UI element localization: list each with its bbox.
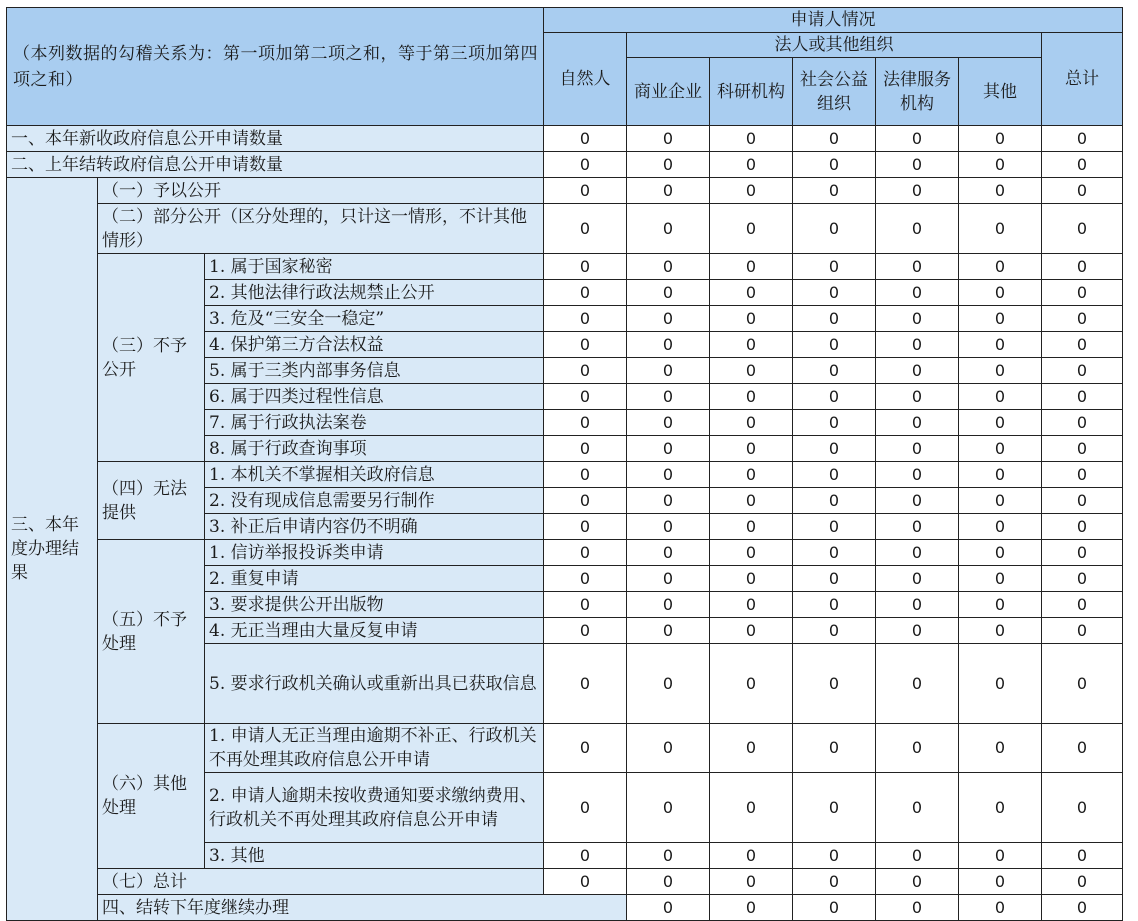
cell-natural-person: 0 — [544, 410, 627, 436]
cell-research: 0 — [710, 724, 793, 773]
cell-legal-service: 0 — [876, 152, 959, 178]
cell-research: 0 — [710, 514, 793, 540]
cell-natural-person: 0 — [544, 436, 627, 462]
cell-other: 0 — [959, 773, 1042, 843]
cell-legal-service: 0 — [876, 436, 959, 462]
cell-other: 0 — [959, 152, 1042, 178]
cell-commercial: 0 — [627, 384, 710, 410]
cell-other: 0 — [959, 410, 1042, 436]
cell-research: 0 — [710, 869, 793, 895]
cell-commercial: 0 — [627, 254, 710, 280]
cell-legal-service: 0 — [876, 332, 959, 358]
table-row — [7, 178, 1123, 204]
cell-research: 0 — [710, 618, 793, 644]
row-label: 2. 没有现成信息需要另行制作 — [205, 488, 544, 514]
header-other: 其他 — [959, 58, 1042, 126]
cell-natural-person: 0 — [544, 514, 627, 540]
cell-natural-person: 0 — [544, 462, 627, 488]
cell-total: 0 — [1042, 152, 1123, 178]
cell-other: 0 — [959, 178, 1042, 204]
cell-commercial: 0 — [627, 592, 710, 618]
cell-other: 0 — [959, 724, 1042, 773]
cell-social-welfare: 0 — [793, 254, 876, 280]
table-row — [7, 254, 1123, 280]
header-legal-org-group: 法人或其他组织 — [627, 33, 1042, 58]
cell-total: 0 — [1042, 566, 1123, 592]
cell-commercial: 0 — [627, 724, 710, 773]
cell-natural-person: 0 — [544, 724, 627, 773]
cell-natural-person: 0 — [544, 280, 627, 306]
group-label-g6: （六）其他处理 — [98, 724, 205, 869]
header-commercial: 商业企业 — [627, 58, 710, 126]
cell-legal-service: 0 — [876, 384, 959, 410]
cell-natural-person: 0 — [544, 488, 627, 514]
cell-social-welfare: 0 — [793, 618, 876, 644]
cell-social-welfare: 0 — [793, 488, 876, 514]
cell-total: 0 — [1042, 618, 1123, 644]
cell-research: 0 — [710, 178, 793, 204]
cell-commercial: 0 — [627, 462, 710, 488]
cell-natural-person: 0 — [544, 204, 627, 254]
cell-total: 0 — [1042, 126, 1123, 152]
cell-commercial: 0 — [627, 644, 710, 724]
cell-total: 0 — [1042, 773, 1123, 843]
cell-legal-service: 0 — [876, 358, 959, 384]
row-label: 4. 无正当理由大量反复申请 — [205, 618, 544, 644]
cell-commercial: 0 — [627, 540, 710, 566]
cell-other: 0 — [959, 332, 1042, 358]
cell-total: 0 — [1042, 644, 1123, 724]
cell-research: 0 — [710, 254, 793, 280]
cell-other: 0 — [959, 126, 1042, 152]
cell-research: 0 — [710, 773, 793, 843]
row-label: 6. 属于四类过程性信息 — [205, 384, 544, 410]
cell-other: 0 — [959, 618, 1042, 644]
table-row — [7, 869, 1123, 895]
row-label: 1. 信访举报投诉类申请 — [205, 540, 544, 566]
cell-research: 0 — [710, 280, 793, 306]
row-label: 8. 属于行政查询事项 — [205, 436, 544, 462]
cell-research: 0 — [710, 540, 793, 566]
cell-total: 0 — [1042, 254, 1123, 280]
cell-social-welfare: 0 — [793, 126, 876, 152]
cell-social-welfare: 0 — [793, 306, 876, 332]
cell-total: 0 — [1042, 358, 1123, 384]
cell-research: 0 — [710, 488, 793, 514]
cell-other: 0 — [959, 488, 1042, 514]
cell-social-welfare: 0 — [793, 773, 876, 843]
cell-other: 0 — [959, 358, 1042, 384]
cell-commercial: 0 — [627, 204, 710, 254]
cell-social-welfare: 0 — [793, 540, 876, 566]
cell-total: 0 — [1042, 592, 1123, 618]
row-label: 3. 补正后申请内容仍不明确 — [205, 514, 544, 540]
row-label: （七）总计 — [98, 869, 544, 895]
cell-other: 0 — [959, 592, 1042, 618]
cell-legal-service: 0 — [876, 869, 959, 895]
cell-research: 0 — [710, 126, 793, 152]
header-legal-service: 法律服务机构 — [876, 58, 959, 126]
cell-other: 0 — [959, 306, 1042, 332]
cell-social-welfare: 0 — [793, 358, 876, 384]
cell-legal-service: 0 — [876, 592, 959, 618]
cell-social-welfare: 0 — [793, 869, 876, 895]
cell-research: 0 — [710, 843, 793, 869]
cell-natural-person: 0 — [544, 869, 627, 895]
cell-natural-person: 0 — [544, 384, 627, 410]
header-research: 科研机构 — [710, 58, 793, 126]
cell-other: 0 — [959, 280, 1042, 306]
cell-commercial: 0 — [627, 280, 710, 306]
cell-total: 0 — [1042, 204, 1123, 254]
cell-natural-person: 0 — [544, 566, 627, 592]
cell-legal-service: 0 — [876, 843, 959, 869]
row-label: （二）部分公开（区分处理的，只计这一情形，不计其他情形） — [98, 204, 544, 254]
cell-research: 0 — [710, 332, 793, 358]
cell-total: 0 — [1042, 514, 1123, 540]
cell-research: 0 — [710, 358, 793, 384]
cell-other: 0 — [959, 462, 1042, 488]
cell-research: 0 — [793, 895, 876, 921]
row-label: 二、上年结转政府信息公开申请数量 — [7, 152, 544, 178]
cell-social-welfare: 0 — [793, 332, 876, 358]
cell-total: 0 — [1042, 843, 1123, 869]
cell-natural-person: 0 — [544, 644, 627, 724]
cell-total: 0 — [1042, 178, 1123, 204]
cell-legal-service: 0 — [876, 644, 959, 724]
cell-legal-service: 0 — [959, 895, 1042, 921]
cell-total: 0 — [1042, 488, 1123, 514]
row-label: 3. 要求提供公开出版物 — [205, 592, 544, 618]
row-label: 5. 要求行政机关确认或重新出具已获取信息 — [205, 644, 544, 724]
cell-research: 0 — [710, 410, 793, 436]
cell-social-welfare: 0 — [793, 592, 876, 618]
cell-commercial: 0 — [627, 358, 710, 384]
cell-other: 0 — [959, 566, 1042, 592]
table-row — [7, 462, 1123, 488]
cell-commercial: 0 — [627, 332, 710, 358]
cell-social-welfare: 0 — [793, 204, 876, 254]
cell-social-welfare: 0 — [876, 895, 959, 921]
cell-other: 0 — [959, 514, 1042, 540]
group-label-g3: （三）不予公开 — [98, 254, 205, 462]
cell-other: 0 — [959, 254, 1042, 280]
cell-legal-service: 0 — [876, 280, 959, 306]
table-row — [7, 204, 1123, 254]
table-row — [7, 152, 1123, 178]
cell-legal-service: 0 — [876, 566, 959, 592]
cell-natural-person: 0 — [627, 895, 710, 921]
cell-total: 0 — [1042, 540, 1123, 566]
cell-natural-person: 0 — [544, 178, 627, 204]
cell-commercial: 0 — [710, 895, 793, 921]
cell-commercial: 0 — [627, 152, 710, 178]
cell-social-welfare: 0 — [793, 724, 876, 773]
cell-research: 0 — [710, 592, 793, 618]
row-label: （一）予以公开 — [98, 178, 544, 204]
cell-social-welfare: 0 — [793, 280, 876, 306]
cell-research: 0 — [710, 436, 793, 462]
cell-research: 0 — [710, 462, 793, 488]
cell-other: 0 — [1042, 895, 1123, 921]
header-total: 总计 — [1042, 33, 1123, 126]
cell-legal-service: 0 — [876, 254, 959, 280]
cell-legal-service: 0 — [876, 462, 959, 488]
row-label: 2. 申请人逾期未按收费通知要求缴纳费用、行政机关不再处理其政府信息公开申请 — [205, 773, 544, 843]
cell-commercial: 0 — [627, 566, 710, 592]
cell-commercial: 0 — [627, 410, 710, 436]
cell-other: 0 — [959, 540, 1042, 566]
cell-natural-person: 0 — [544, 540, 627, 566]
group-label-section3: 三、本年度办理结果 — [7, 178, 98, 921]
cell-total: 0 — [1042, 306, 1123, 332]
cell-commercial: 0 — [627, 869, 710, 895]
cell-total: 0 — [1042, 462, 1123, 488]
cell-commercial: 0 — [627, 843, 710, 869]
header-natural-person: 自然人 — [544, 33, 627, 126]
cell-total: 0 — [1042, 384, 1123, 410]
cell-natural-person: 0 — [544, 358, 627, 384]
cell-social-welfare: 0 — [793, 843, 876, 869]
header-note: （本列数据的勾稽关系为：第一项加第二项之和，等于第三项加第四项之和） — [7, 8, 544, 126]
cell-commercial: 0 — [627, 306, 710, 332]
cell-social-welfare: 0 — [793, 384, 876, 410]
cell-other: 0 — [959, 384, 1042, 410]
cell-research: 0 — [710, 566, 793, 592]
row-label: 7. 属于行政执法案卷 — [205, 410, 544, 436]
cell-commercial: 0 — [627, 773, 710, 843]
cell-social-welfare: 0 — [793, 514, 876, 540]
cell-total: 0 — [1042, 332, 1123, 358]
row-label: 四、结转下年度继续办理 — [98, 895, 627, 921]
row-label: 3. 其他 — [205, 843, 544, 869]
cell-commercial: 0 — [627, 514, 710, 540]
cell-research: 0 — [710, 644, 793, 724]
cell-social-welfare: 0 — [793, 152, 876, 178]
table-row — [7, 895, 1123, 921]
cell-natural-person: 0 — [544, 254, 627, 280]
cell-total: 0 — [1042, 724, 1123, 773]
table-row — [7, 724, 1123, 773]
cell-legal-service: 0 — [876, 126, 959, 152]
statistics-table — [6, 7, 1123, 921]
cell-legal-service: 0 — [876, 724, 959, 773]
cell-legal-service: 0 — [876, 410, 959, 436]
cell-research: 0 — [710, 306, 793, 332]
cell-other: 0 — [959, 843, 1042, 869]
cell-social-welfare: 0 — [793, 644, 876, 724]
cell-other: 0 — [959, 869, 1042, 895]
row-label: 1. 申请人无正当理由逾期不补正、行政机关不再处理其政府信息公开申请 — [205, 724, 544, 773]
cell-legal-service: 0 — [876, 514, 959, 540]
cell-research: 0 — [710, 384, 793, 410]
table-row — [7, 126, 1123, 152]
cell-legal-service: 0 — [876, 178, 959, 204]
cell-legal-service: 0 — [876, 488, 959, 514]
cell-social-welfare: 0 — [793, 462, 876, 488]
cell-total: 0 — [1042, 436, 1123, 462]
table-row — [7, 540, 1123, 566]
cell-natural-person: 0 — [544, 126, 627, 152]
cell-natural-person: 0 — [544, 306, 627, 332]
row-label: 2. 重复申请 — [205, 566, 544, 592]
cell-total: 0 — [1042, 410, 1123, 436]
cell-legal-service: 0 — [876, 204, 959, 254]
cell-commercial: 0 — [627, 126, 710, 152]
cell-legal-service: 0 — [876, 773, 959, 843]
header-applicant-situation: 申请人情况 — [544, 8, 1123, 33]
cell-commercial: 0 — [627, 488, 710, 514]
cell-commercial: 0 — [627, 178, 710, 204]
cell-social-welfare: 0 — [793, 566, 876, 592]
row-label: 2. 其他法律行政法规禁止公开 — [205, 280, 544, 306]
group-label-g5: （五）不予处理 — [98, 540, 205, 724]
row-label: 3. 危及“三安全一稳定” — [205, 306, 544, 332]
cell-commercial: 0 — [627, 436, 710, 462]
cell-total: 0 — [1042, 280, 1123, 306]
cell-other: 0 — [959, 204, 1042, 254]
row-label: 1. 属于国家秘密 — [205, 254, 544, 280]
row-label: 4. 保护第三方合法权益 — [205, 332, 544, 358]
row-label: 1. 本机关不掌握相关政府信息 — [205, 462, 544, 488]
group-label-g4: （四）无法提供 — [98, 462, 205, 540]
header-social-welfare: 社会公益组织 — [793, 58, 876, 126]
row-label: 5. 属于三类内部事务信息 — [205, 358, 544, 384]
cell-legal-service: 0 — [876, 540, 959, 566]
cell-natural-person: 0 — [544, 332, 627, 358]
cell-natural-person: 0 — [544, 152, 627, 178]
cell-commercial: 0 — [627, 618, 710, 644]
cell-natural-person: 0 — [544, 843, 627, 869]
row-label: 一、本年新收政府信息公开申请数量 — [7, 126, 544, 152]
cell-social-welfare: 0 — [793, 410, 876, 436]
cell-social-welfare: 0 — [793, 436, 876, 462]
cell-total: 0 — [1042, 869, 1123, 895]
cell-research: 0 — [710, 152, 793, 178]
cell-other: 0 — [959, 436, 1042, 462]
cell-natural-person: 0 — [544, 773, 627, 843]
cell-other: 0 — [959, 644, 1042, 724]
cell-natural-person: 0 — [544, 618, 627, 644]
cell-natural-person: 0 — [544, 592, 627, 618]
cell-legal-service: 0 — [876, 306, 959, 332]
cell-research: 0 — [710, 204, 793, 254]
cell-legal-service: 0 — [876, 618, 959, 644]
cell-social-welfare: 0 — [793, 178, 876, 204]
